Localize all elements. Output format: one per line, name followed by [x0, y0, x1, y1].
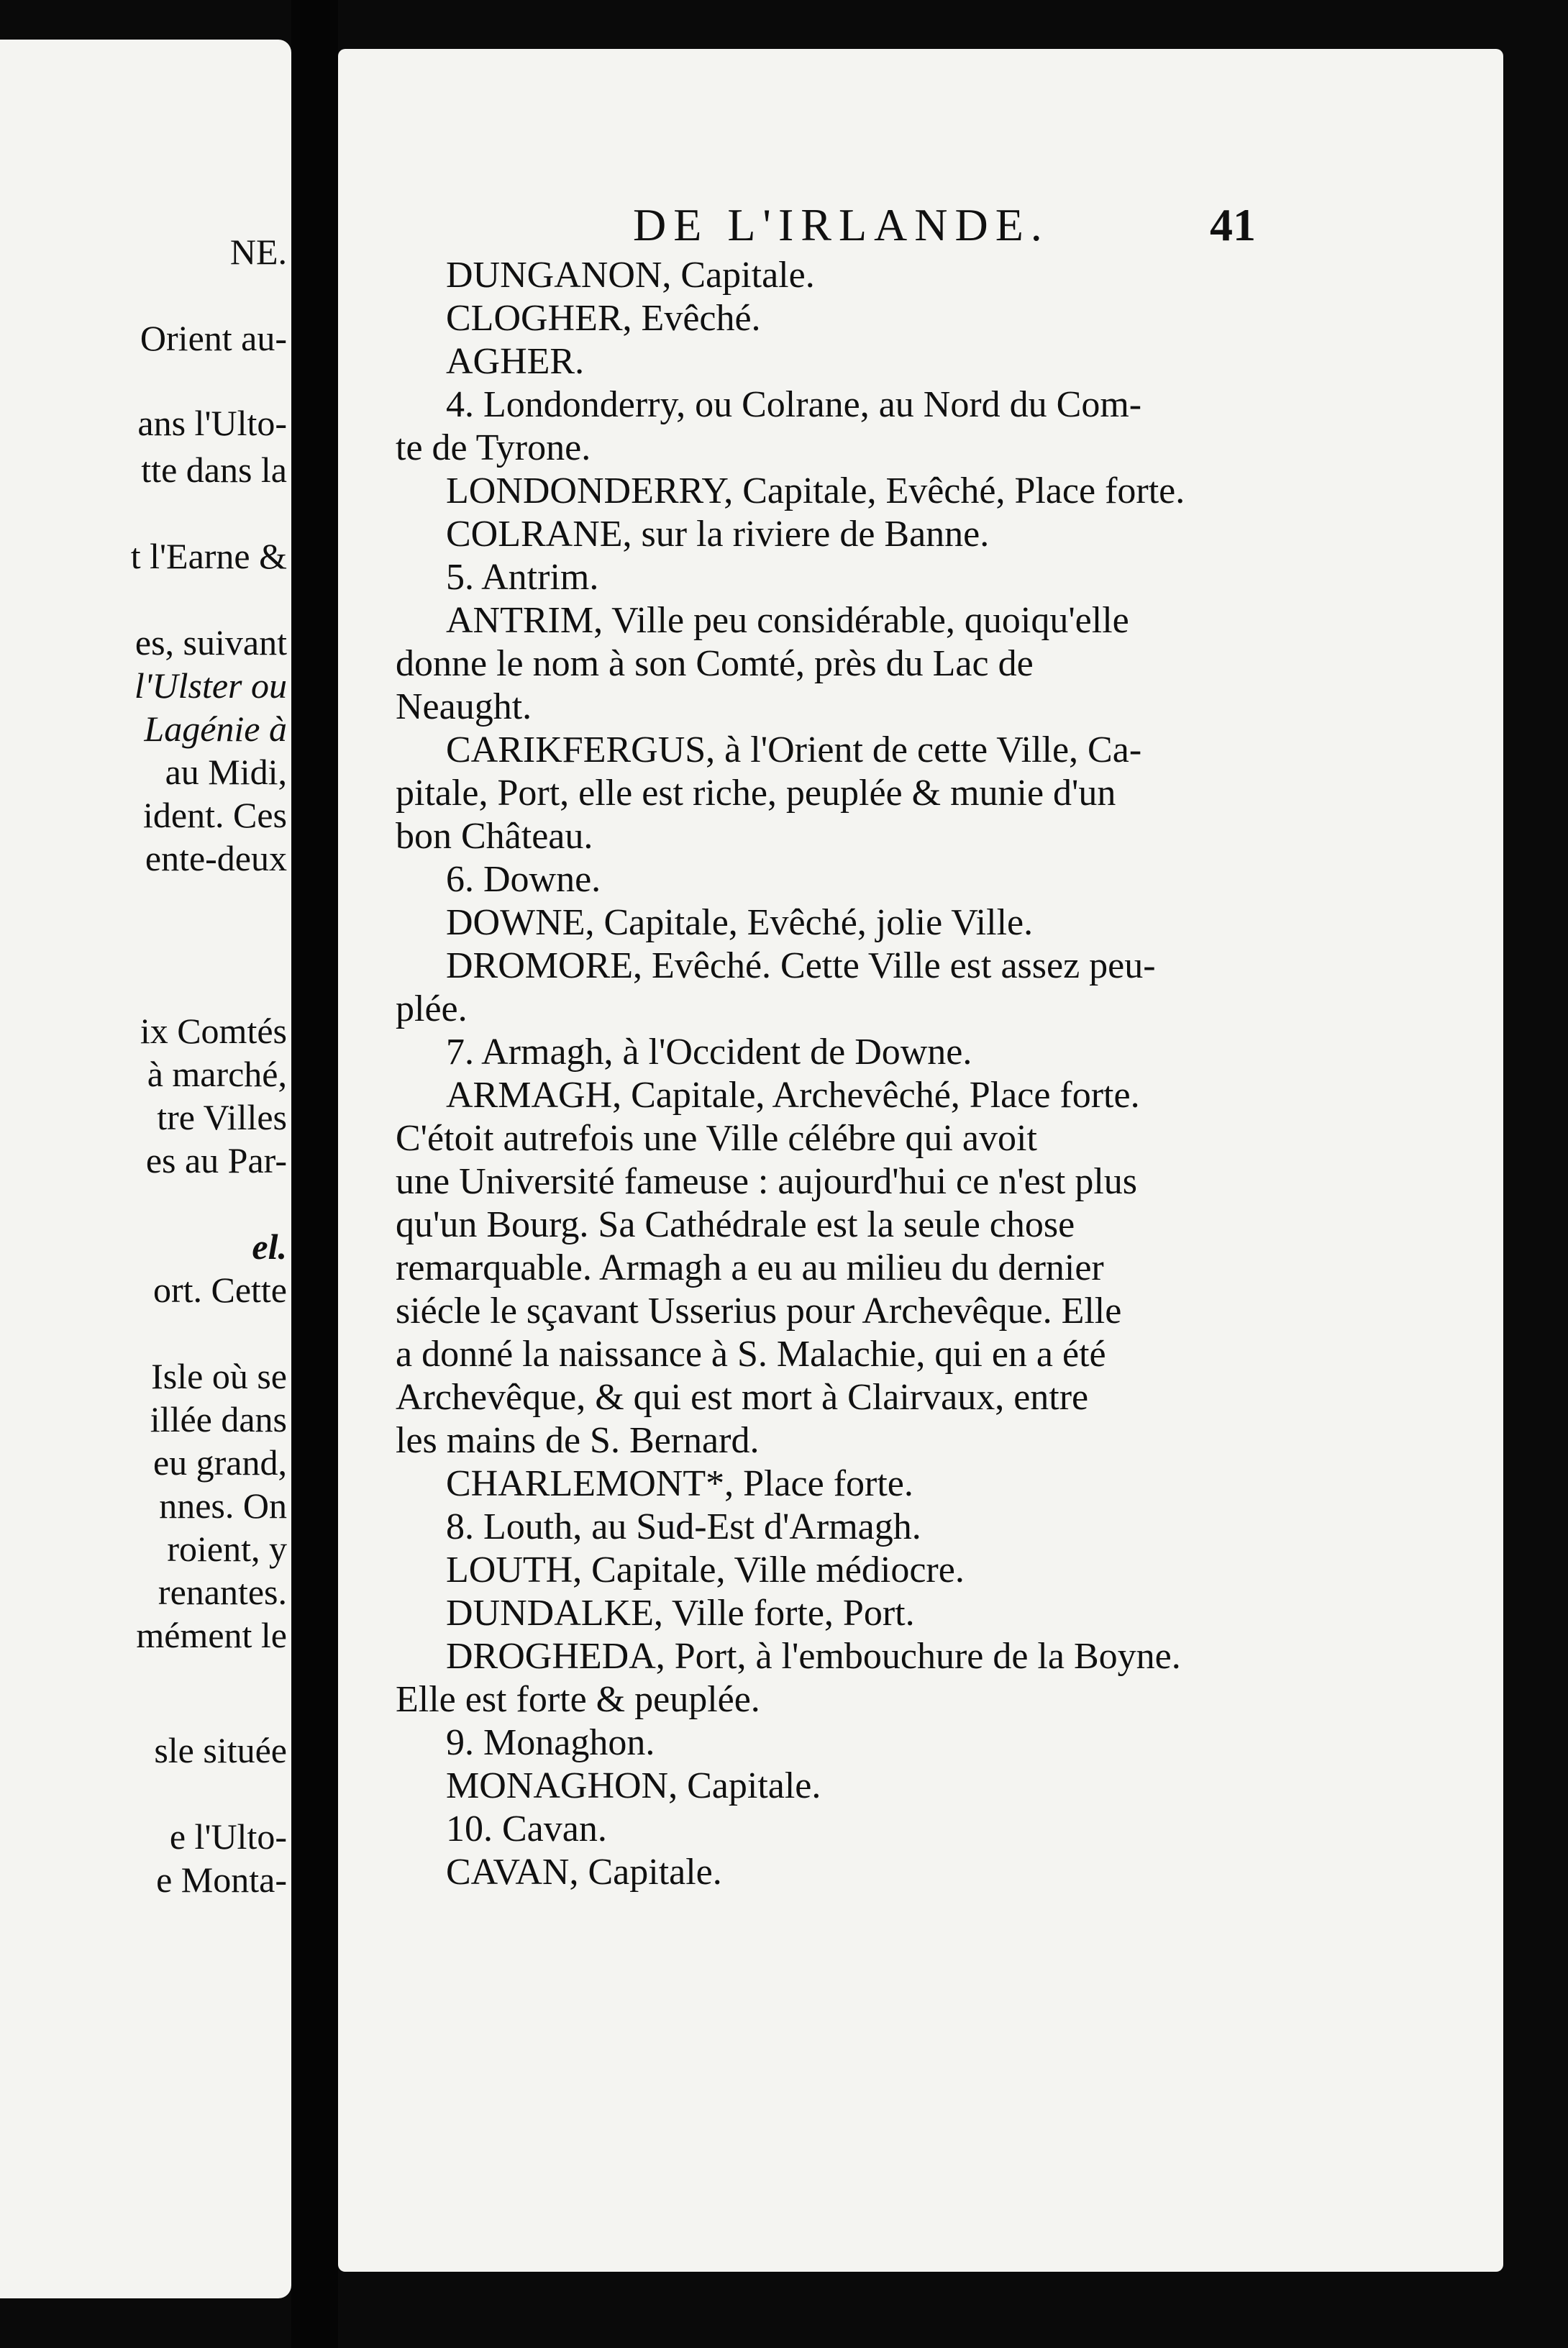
text-line: DROGHEDA, Port, à l'embouchure de la Boyne.	[446, 1636, 1181, 1677]
text-line: DOWNE, Capitale, Evêché, jolie Ville.	[446, 902, 1034, 943]
text-line: LOUTH, Capitale, Ville médiocre.	[446, 1550, 965, 1591]
text-line: qu'un Bourg. Sa Cathédrale est la seule chose	[396, 1204, 1075, 1245]
left-page-line: e Monta-	[156, 1860, 287, 1900]
text-line: 7. Armagh, à l'Occident de Downe.	[446, 1032, 972, 1073]
left-page-line: roient, y	[167, 1529, 287, 1569]
text-line: ARMAGH, Capitale, Archevêché, Place forte.	[446, 1075, 1140, 1116]
left-page-line: eu grand,	[152, 1442, 287, 1483]
text-line: te de Tyrone.	[396, 427, 591, 468]
text-line: donne le nom à son Comté, près du Lac de	[396, 643, 1034, 684]
book-gutter	[291, 0, 338, 2348]
text-line: DUNGANON, Capitale.	[446, 255, 815, 296]
left-page-line: Orient au-	[140, 318, 287, 358]
text-line: DUNDALKE, Ville forte, Port.	[446, 1593, 915, 1634]
left-page-line: Lagénie à	[144, 709, 287, 749]
left-page-line: renantes.	[158, 1572, 287, 1612]
text-line: COLRANE, sur la riviere de Banne.	[446, 514, 990, 555]
text-line: AGHER.	[446, 341, 585, 382]
left-page-line: t l'Earne &	[130, 536, 287, 576]
text-line: CLOGHER, Evêché.	[446, 298, 761, 339]
left-page-line: es, suivant	[135, 622, 287, 663]
text-line: 5. Antrim.	[446, 557, 599, 598]
left-page-line: ix Comtés	[140, 1011, 287, 1051]
left-page-line: nnes. On	[159, 1485, 287, 1526]
left-page-line: ort. Cette	[152, 1270, 287, 1310]
left-page-line: au Midi,	[165, 752, 287, 792]
left-page-line: Isle où se	[151, 1356, 287, 1396]
text-line: CAVAN, Capitale.	[446, 1852, 722, 1893]
left-page-line: l'Ulster ou	[134, 665, 287, 706]
text-line: 6. Downe.	[446, 859, 601, 900]
left-page-line: NE.	[229, 232, 287, 272]
text-line: CHARLEMONT*, Place forte.	[446, 1463, 913, 1504]
left-page-line: e l'Ulto-	[169, 1816, 287, 1857]
text-line: plée.	[396, 988, 468, 1029]
page-number: 41	[1210, 199, 1256, 250]
text-line: Archevêque, & qui est mort à Clairvaux, entre	[396, 1377, 1089, 1418]
left-page-line: illée dans	[150, 1399, 287, 1439]
left-page-line: tre Villes	[157, 1097, 287, 1137]
text-line: Neaught.	[396, 686, 532, 727]
left-page-line: ans l'Ulto-	[137, 403, 287, 443]
text-line: C'étoit autrefois une Ville célébre qui avoit	[396, 1118, 1037, 1159]
text-line: 8. Louth, au Sud-Est d'Armagh.	[446, 1506, 921, 1547]
left-page-line: mément le	[136, 1615, 287, 1655]
text-line: a donné la naissance à S. Malachie, qui en a été	[396, 1334, 1106, 1375]
left-page	[0, 40, 291, 2298]
text-line: DROMORE, Evêché. Cette Ville est assez peu-	[446, 945, 1156, 986]
left-page-line: tte dans la	[141, 450, 287, 490]
right-page	[338, 49, 1503, 2272]
text-line: 9. Monaghon.	[446, 1722, 655, 1763]
text-line: siécle le sçavant Usserius pour Archevêque. Elle	[396, 1291, 1122, 1332]
text-line: 10. Cavan.	[446, 1808, 607, 1849]
text-line: Elle est forte & peuplée.	[396, 1679, 760, 1720]
text-line: MONAGHON, Capitale.	[446, 1765, 821, 1806]
left-page-line: à marché,	[147, 1054, 287, 1094]
text-line: pitale, Port, elle est riche, peuplée & munie d'un	[396, 773, 1116, 814]
running-header: DE L'IRLANDE.	[633, 199, 1049, 250]
text-line: CARIKFERGUS, à l'Orient de cette Ville, Ca-	[446, 729, 1142, 770]
text-line: 4. Londonderry, ou Colrane, au Nord du Com-	[446, 384, 1142, 425]
left-page-line: ente-deux	[145, 838, 287, 878]
left-page-line: es au Par-	[145, 1140, 287, 1180]
text-line: une Université fameuse : aujourd'hui ce n'est plus	[396, 1161, 1138, 1202]
left-page-line: ident. Ces	[143, 795, 287, 835]
left-page-line: el.	[252, 1227, 287, 1267]
text-line: ANTRIM, Ville peu considérable, quoiqu'elle	[446, 600, 1129, 641]
text-line: les mains de S. Bernard.	[396, 1420, 760, 1461]
text-line: bon Château.	[396, 816, 593, 857]
left-page-line: sle située	[154, 1730, 287, 1770]
text-line: LONDONDERRY, Capitale, Evêché, Place forte.	[446, 470, 1185, 511]
text-line: remarquable. Armagh a eu au milieu du dernier	[396, 1247, 1104, 1288]
